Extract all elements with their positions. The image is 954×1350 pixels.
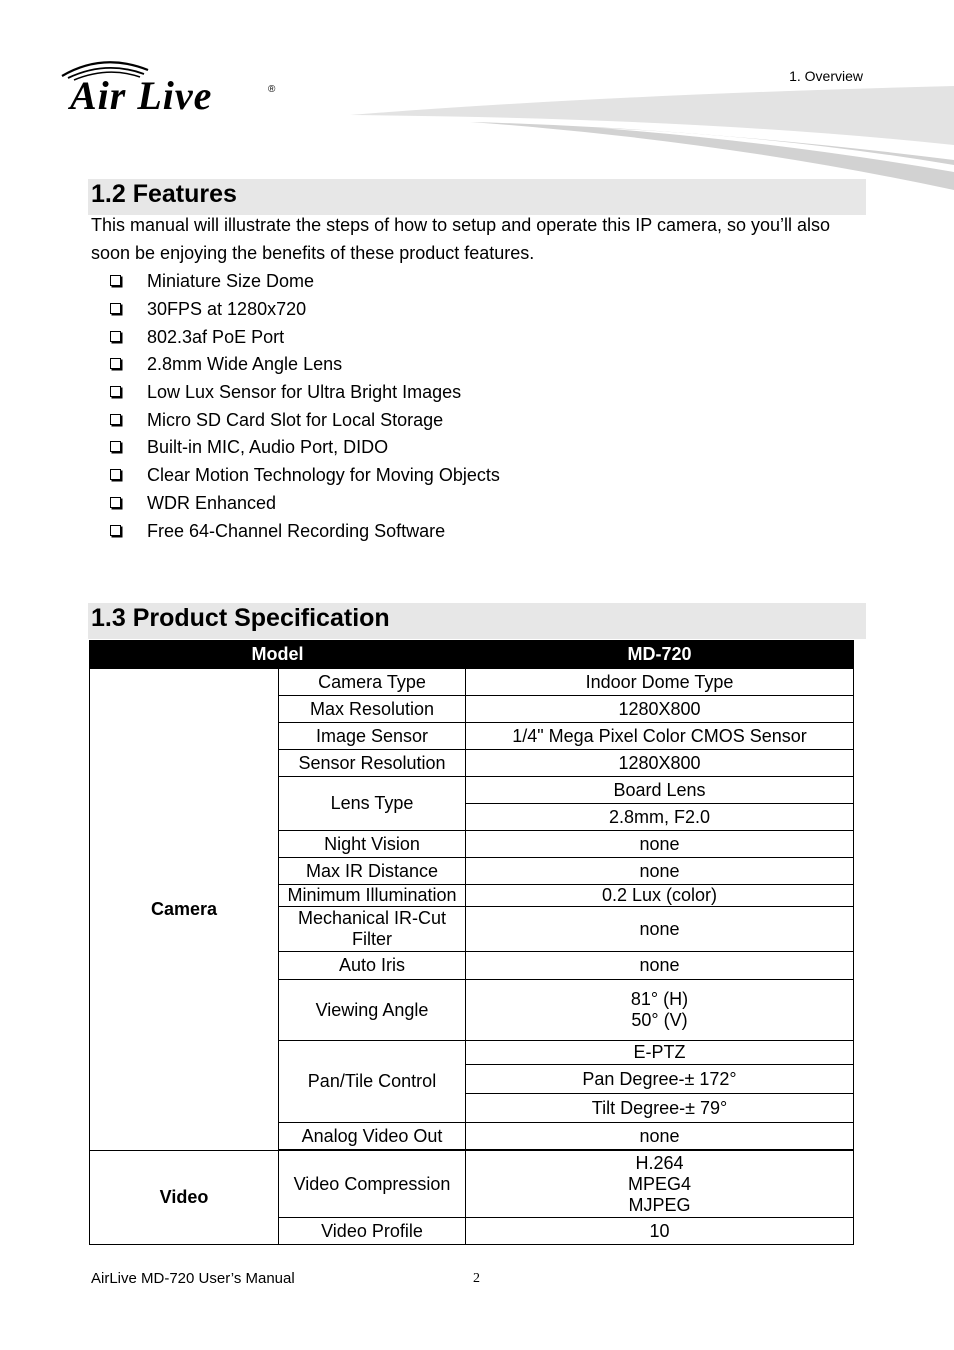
spec-value-line: MJPEG bbox=[628, 1194, 691, 1215]
list-item bbox=[110, 406, 500, 434]
spec-value: none bbox=[466, 1123, 854, 1150]
footer-manual-title: AirLive MD-720 User’s Manual bbox=[91, 1270, 295, 1287]
logo-text: Air Live bbox=[70, 73, 213, 118]
checkbox-bullet-icon bbox=[110, 469, 121, 480]
list-item bbox=[110, 490, 500, 518]
header-model-cell: Model bbox=[90, 641, 466, 669]
list-item bbox=[110, 434, 500, 462]
feature-text: Low Lux Sensor for Ultra Bright Images bbox=[147, 382, 462, 403]
checkbox-bullet-icon bbox=[110, 414, 121, 425]
airlive-logo bbox=[56, 58, 286, 128]
list-item bbox=[110, 462, 500, 490]
spec-label: Lens Type bbox=[279, 777, 466, 831]
feature-list bbox=[110, 268, 500, 545]
checkbox-bullet-icon bbox=[110, 331, 121, 342]
spec-label: Max Resolution bbox=[279, 696, 466, 723]
spec-value: none bbox=[466, 831, 854, 858]
feature-text: Built-in MIC, Audio Port, DIDO bbox=[147, 437, 389, 458]
spec-label: Image Sensor bbox=[279, 723, 466, 750]
spec-label: Night Vision bbox=[279, 831, 466, 858]
spec-label: Viewing Angle bbox=[279, 980, 466, 1041]
spec-label: Camera Type bbox=[279, 669, 466, 696]
spec-value: 1280X800 bbox=[466, 750, 854, 777]
checkbox-bullet-icon bbox=[110, 441, 121, 452]
spec-value: 10 bbox=[466, 1218, 854, 1245]
list-item bbox=[110, 323, 500, 351]
list-item bbox=[110, 351, 500, 379]
camera-group-cell: Camera bbox=[90, 669, 279, 1151]
checkbox-bullet-icon bbox=[110, 303, 121, 314]
spec-value: Board Lens bbox=[466, 777, 854, 804]
footer-page-number: 2 bbox=[473, 1271, 480, 1286]
spec-value-line: 81° (H) bbox=[630, 989, 689, 1009]
feature-text: 2.8mm Wide Angle Lens bbox=[147, 354, 343, 375]
spec-label: Video Profile bbox=[279, 1218, 466, 1245]
spec-label: Video Compression bbox=[279, 1151, 466, 1218]
checkbox-bullet-icon bbox=[110, 386, 121, 397]
feature-text: Free 64-Channel Recording Software bbox=[147, 520, 446, 541]
spec-value-line: MPEG4 bbox=[627, 1173, 692, 1194]
features-intro: This manual will illustrate the steps of how to setup and operate this IP camera, so you’ll also soon be enjoying the benefits of these product features. bbox=[91, 215, 831, 263]
spec-value bbox=[466, 980, 854, 1041]
checkbox-bullet-icon bbox=[110, 497, 121, 508]
spec-value: 1/4" Mega Pixel Color CMOS Sensor bbox=[466, 723, 854, 750]
spec-value: none bbox=[466, 907, 854, 952]
list-item bbox=[110, 268, 500, 296]
logo-registered-mark: ® bbox=[268, 84, 276, 95]
spec-label: Pan/Tile Control bbox=[279, 1041, 466, 1123]
spec-value: Tilt Degree-± 79° bbox=[466, 1094, 854, 1123]
spec-table bbox=[89, 640, 854, 1245]
spec-value: 2.8mm, F2.0 bbox=[466, 804, 854, 831]
table-header-row bbox=[90, 641, 854, 669]
feature-text: Micro SD Card Slot for Local Storage bbox=[147, 409, 444, 430]
list-item bbox=[110, 296, 500, 324]
spec-label: Minimum Illumination bbox=[279, 885, 466, 907]
spec-label-line: Mechanical IR-Cut bbox=[297, 908, 447, 928]
table-row bbox=[90, 1151, 854, 1218]
feature-text: WDR Enhanced bbox=[147, 492, 277, 513]
spec-label: Sensor Resolution bbox=[279, 750, 466, 777]
spec-value: E-PTZ bbox=[466, 1041, 854, 1065]
features-heading: 1.2 Features bbox=[88, 179, 866, 215]
spec-label: Analog Video Out bbox=[279, 1123, 466, 1150]
feature-text: 30FPS at 1280x720 bbox=[147, 299, 307, 320]
spec-value: Pan Degree-± 172° bbox=[466, 1065, 854, 1094]
checkbox-bullet-icon bbox=[110, 275, 121, 286]
list-item bbox=[110, 379, 500, 407]
feature-text: 802.3af PoE Port bbox=[147, 326, 285, 347]
checkbox-bullet-icon bbox=[110, 525, 121, 536]
list-item bbox=[110, 517, 500, 545]
spec-heading: 1.3 Product Specification bbox=[88, 603, 866, 639]
spec-value: 1280X800 bbox=[466, 696, 854, 723]
spec-value: Indoor Dome Type bbox=[466, 669, 854, 696]
spec-value: 0.2 Lux (color) bbox=[466, 885, 854, 907]
spec-value: none bbox=[466, 952, 854, 980]
chapter-label: 1. Overview bbox=[789, 68, 863, 84]
spec-label: Max IR Distance bbox=[279, 858, 466, 885]
spec-value-line: 50° (V) bbox=[631, 1010, 688, 1030]
feature-text: Miniature Size Dome bbox=[147, 271, 315, 292]
spec-label-line: Filter bbox=[352, 929, 392, 949]
checkbox-bullet-icon bbox=[110, 358, 121, 369]
spec-label: Auto Iris bbox=[279, 952, 466, 980]
video-group-cell: Video bbox=[90, 1151, 279, 1245]
table-row bbox=[90, 669, 854, 696]
spec-label bbox=[279, 907, 466, 952]
feature-text: Clear Motion Technology for Moving Objects bbox=[147, 465, 500, 486]
spec-value-line: H.264 bbox=[635, 1152, 684, 1173]
header-product-cell: MD-720 bbox=[466, 641, 854, 669]
spec-value: none bbox=[466, 858, 854, 885]
spec-value bbox=[466, 1151, 854, 1218]
